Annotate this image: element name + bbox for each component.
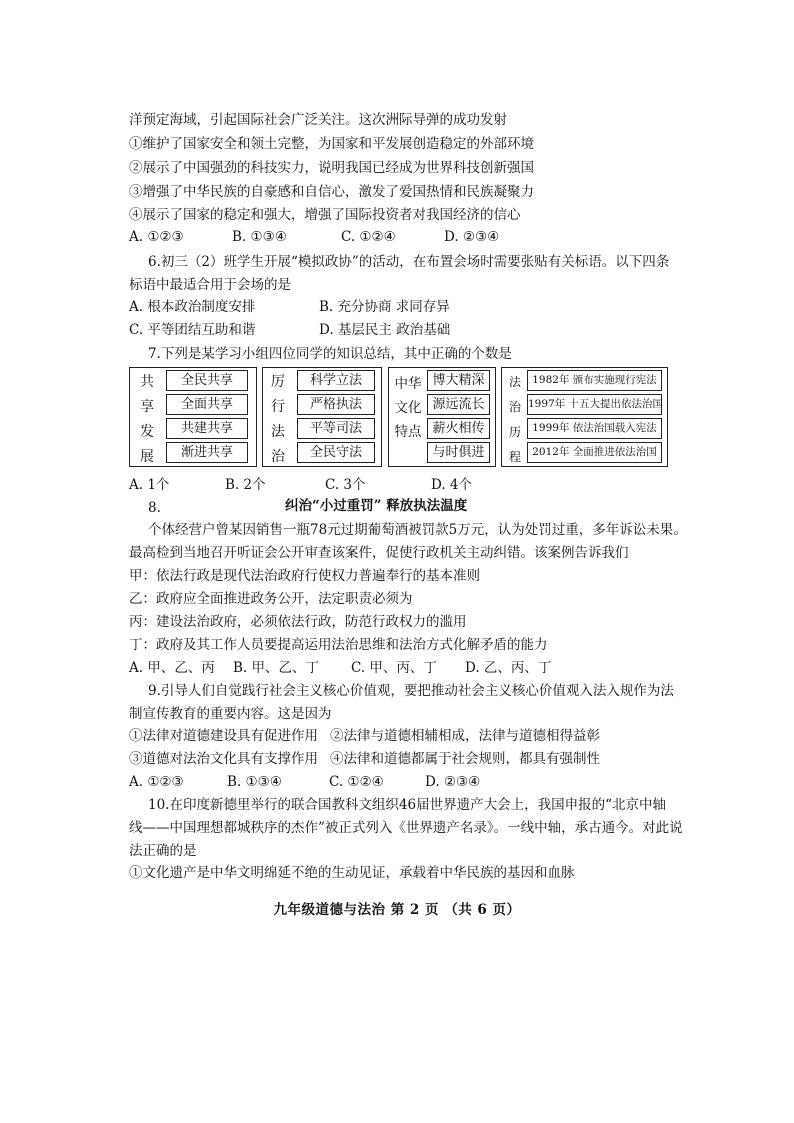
- q6-option-d: D. 基层民主 政治基础: [319, 322, 451, 338]
- q8-option-c: C. 甲、丙、丁: [351, 660, 437, 676]
- intro-option-d: D. ②③④: [444, 229, 500, 245]
- intro-option-a: A. ①②③: [129, 229, 184, 245]
- intro-option-c: C. ①②④: [341, 229, 396, 245]
- q9-statement-1: ①法律对道德建设具有促进作用: [129, 728, 318, 744]
- q7-option-c: C. 3个: [325, 477, 366, 493]
- q7-box2-item: 平等司法: [297, 418, 375, 439]
- q8-option-b: B. 甲、乙、丁: [233, 660, 320, 676]
- intro-statement-3: ③增强了中华民族的自豪感和自信心，激发了爱国热情和民族凝聚力: [129, 184, 534, 200]
- q7-box4-item: 1982年 颁布实施现行宪法: [527, 370, 662, 391]
- q8-statement-bing: 丙：建设法治政府，必须依法行政，防范行政权力的滥用: [129, 614, 467, 630]
- q8-paragraph-cont: 最高检到当地召开听证会公开审查该案件，促使行政机关主动纠错。该案例告诉我们: [129, 545, 629, 561]
- q7-box3-label: 中华 文化 特点: [394, 376, 422, 440]
- q7-box3-item: 博大精深: [427, 370, 490, 391]
- q7-box2-item: 科学立法: [297, 370, 375, 391]
- q8-statement-yi: 乙：政府应全面推进政务公开，法定职责必须为: [129, 591, 413, 607]
- q8-title: 纠治“小过重罚” 释放执法温度: [285, 498, 468, 514]
- q7-stem: 7.下列是某学习小组四位同学的知识总结，其中正确的个数是: [148, 346, 512, 362]
- q7-box4-item: 2012年 全面推进依法治国: [527, 442, 662, 463]
- q7-option-b: B. 2个: [225, 477, 266, 493]
- page-footer: 九年级道德与法治 第 2 页 （共 6 页）: [273, 902, 521, 918]
- q6-option-b: B. 充分协商 求同存异: [319, 299, 450, 315]
- q9-option-a: A. ①②③: [129, 774, 184, 790]
- intro-line: 洋预定海域，引起国际社会广泛关注。这次洲际导弹的成功发射: [129, 112, 507, 128]
- q7-box3-item: 薪火相传: [427, 418, 490, 439]
- q7-box1-item: 渐进共享: [166, 442, 248, 463]
- intro-statement-1: ①维护了国家安全和领土完整，为国家和平发展创造稳定的外部环境: [129, 136, 534, 152]
- q6-stem: 6.初三（2）班学生开展“模拟政协”的活动，在布置会场时需要张贴有关标语。以下四条: [148, 254, 670, 270]
- q8-statement-ding: 丁：政府及其工作人员要提高运用法治思维和法治方式化解矛盾的能力: [129, 637, 548, 653]
- q9-stem-cont: 制宣传教育的重要内容。这是因为: [129, 706, 332, 722]
- q9-statement-3: ③道德对法治文化具有支撑作用: [129, 751, 318, 767]
- q6-option-c: C. 平等团结互助和谐: [129, 322, 256, 338]
- q10-stem-cont: 线——中国理想都城秩序的杰作”被正式列入《世界遗产名录》。一线中轴，承古通今。对此说: [129, 820, 683, 836]
- q6-option-a: A. 根本政治制度安排: [129, 299, 256, 315]
- q7-box4-item: 1999年 依法治国载入宪法: [527, 418, 662, 439]
- q9-statement-2: ②法律与道德相辅相成，法律与道德相得益彰: [330, 728, 600, 744]
- q7-box2-label: 厉 行 法 治: [271, 374, 285, 465]
- q7-box4-label: 法 治 历 程: [508, 375, 521, 464]
- q8-paragraph: 个体经营户曾某因销售一瓶78元过期葡萄酒被罚款5万元，认为处罚过重，多年诉讼未果。: [148, 522, 687, 538]
- q7-option-d: D. 4个: [431, 477, 473, 493]
- intro-option-b: B. ①③④: [232, 229, 287, 245]
- intro-statement-2: ②展示了中国强劲的科技实力，说明我国已经成为世界科技创新强国: [129, 160, 534, 176]
- q6-stem-cont: 标语中最适合用于会场的是: [129, 277, 291, 293]
- q7-box4-item: 1997年 十五大提出依法治国: [527, 394, 662, 415]
- q8-option-d: D. 乙、丙、丁: [465, 660, 552, 676]
- q10-stem-end: 法正确的是: [129, 843, 197, 859]
- q9-option-c: C. ①②④: [329, 774, 384, 790]
- q7-box2-item: 严格执法: [297, 394, 375, 415]
- q9-statement-4: ④法律和道德都属于社会规则，都具有强制性: [330, 751, 600, 767]
- q7-box1-item: 全面共享: [166, 394, 248, 415]
- q9-option-d: D. ②③④: [425, 774, 481, 790]
- intro-statement-4: ④展示了国家的稳定和强大，增强了国际投资者对我国经济的信心: [129, 207, 521, 223]
- q8-option-a: A. 甲、乙、丙: [129, 660, 215, 676]
- q7-box1-label: 共 享 发 展: [140, 374, 154, 465]
- q8-number: 8.: [148, 500, 161, 516]
- q9-option-b: B. ①③④: [227, 774, 282, 790]
- q7-box1-item: 共建共享: [166, 418, 248, 439]
- q7-box3-item: 与时俱进: [427, 442, 490, 463]
- q7-option-a: A. 1个: [129, 477, 170, 493]
- q9-stem: 9.引导人们自觉践行社会主义核心价值观，要把推动社会主义核心价值观入法入规作为法: [148, 683, 674, 699]
- q10-stem: 10.在印度新德里举行的联合国教科文组织46届世界遗产大会上，我国申报的“北京中轴: [148, 797, 667, 813]
- q7-box1-item: 全民共享: [166, 370, 248, 391]
- q7-box3-item: 源远流长: [427, 394, 490, 415]
- q8-statement-jia: 甲：依法行政是现代法治政府行使权力普遍奉行的基本准则: [129, 568, 480, 584]
- q10-statement-1: ①文化遗产是中华文明绵延不绝的生动见证，承载着中华民族的基因和血脉: [129, 865, 575, 881]
- q7-box2-item: 全民守法: [297, 442, 375, 463]
